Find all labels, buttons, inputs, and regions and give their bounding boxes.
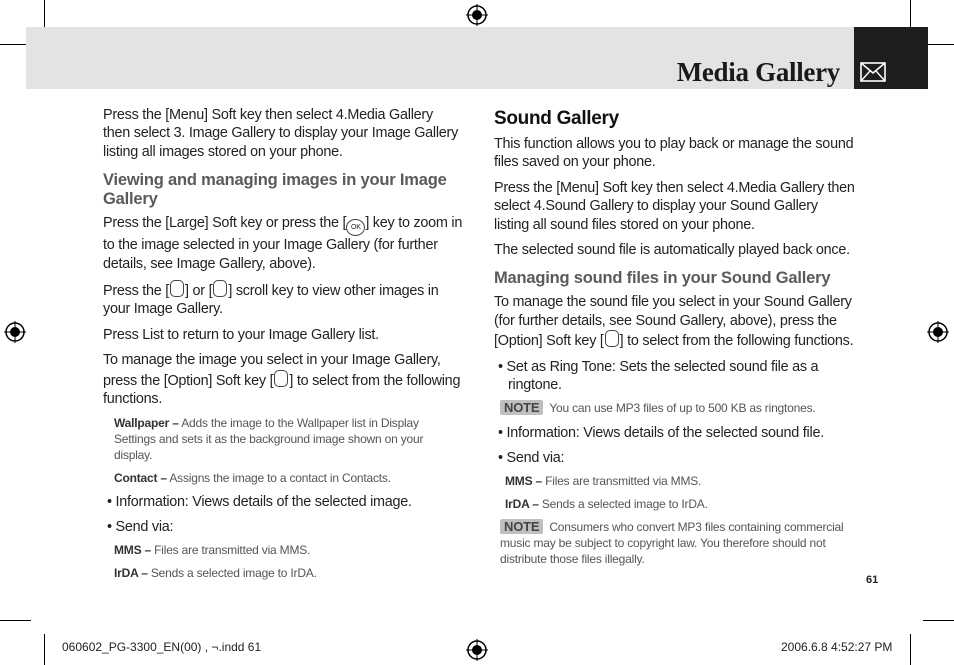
footer-timestamp: 2006.6.8 4:52:27 PM xyxy=(781,640,893,654)
registration-mark-icon xyxy=(4,321,26,343)
paragraph: To manage the sound file you select in your Sound Gallery (for further details, see Sound Gallery, above), press the [Option] Soft key [ ] to select from the following functions. xyxy=(494,294,854,350)
ok-key-icon: OK xyxy=(346,219,365,236)
crop-mark xyxy=(0,620,31,621)
irda-item: IrDA – Sends a selected image to IrDA. xyxy=(505,497,708,512)
bullet-information: • Information: Views details of the selected sound file. xyxy=(498,425,824,442)
page-number: 61 xyxy=(866,574,879,586)
mms-item: MMS – Files are transmitted via MMS. xyxy=(505,474,702,489)
bullet-ringtone: • Set as Ring Tone: Sets the selected sound file as a ringtone. xyxy=(498,358,819,394)
section-title: Sound Gallery xyxy=(494,108,619,129)
crop-mark xyxy=(923,620,954,621)
page-title: Media Gallery xyxy=(676,57,840,87)
paragraph: This function allows you to play back or manage the sound files saved on your phone. xyxy=(494,136,854,171)
right-column xyxy=(494,106,856,575)
registration-mark-icon xyxy=(927,321,949,343)
envelope-icon xyxy=(860,62,886,82)
contact-item: Contact – Assigns the image to a contact in Contacts. xyxy=(114,471,391,486)
bullet-send-via: • Send via: xyxy=(107,518,174,535)
section-heading: Viewing and managing images in your Image Gallery xyxy=(103,171,447,209)
mms-item: MMS – Files are transmitted via MMS. xyxy=(114,543,311,558)
paragraph: Press the [ ] or [ ] scroll key to view other images in your Image Gallery. xyxy=(103,280,463,319)
irda-item: IrDA – Sends a selected image to IrDA. xyxy=(114,566,317,581)
soft-key-icon xyxy=(605,330,619,347)
note-tag: NOTE xyxy=(500,400,543,415)
paragraph: Press List to return to your Image Gallery list. xyxy=(103,326,379,343)
note-tag: NOTE xyxy=(500,519,543,534)
intro-text: Press the [Menu] Soft key then select 4.Media Gallery then select 3. Image Gallery to display your Image Gallery listing all images stored on your phone. xyxy=(103,107,459,160)
paragraph: To manage the image you select in your Image Gallery, press the [Option] Soft key [ ] to select from the following functions. xyxy=(103,352,461,408)
bullet-information: • Information: Views details of the selected image. xyxy=(107,494,412,511)
scroll-key-down-icon xyxy=(213,280,227,297)
section-heading: Managing sound files in your Sound Gallery xyxy=(494,269,831,288)
scroll-key-up-icon xyxy=(170,280,184,297)
wallpaper-item: Wallpaper – Adds the image to the Wallpaper list in Display Settings and sets it as the background image shown on your display. xyxy=(114,416,424,463)
bullet-send-via: • Send via: xyxy=(498,449,565,466)
footer-filename: 060602_PG-3300_EN(00) , ¬.indd 61 xyxy=(62,640,262,654)
registration-mark-icon xyxy=(466,639,488,661)
crop-mark xyxy=(44,634,45,665)
paragraph: Press the [Menu] Soft key then select 4.Media Gallery then select 4.Sound Gallery to display your Sound Gallery listing all sound files stored on your phone. xyxy=(494,179,855,233)
paragraph: The selected sound file is automatically played back once. xyxy=(494,242,850,259)
note-box: NOTE Consumers who convert MP3 files containing commercial music may be subject to copyright law. You therefore should not distribute those files illegally. xyxy=(500,519,844,567)
paragraph: Press the [Large] Soft key or press the [ OK ] key to zoom in to the image selected in your Image Gallery (for further details, see Image Gallery, above). xyxy=(103,215,463,272)
soft-key-icon xyxy=(274,370,288,387)
left-column xyxy=(103,106,463,588)
registration-mark-icon xyxy=(466,4,488,26)
note-box: NOTE You can use MP3 files of up to 500 KB as ringtones. xyxy=(500,400,856,416)
crop-mark xyxy=(910,634,911,665)
